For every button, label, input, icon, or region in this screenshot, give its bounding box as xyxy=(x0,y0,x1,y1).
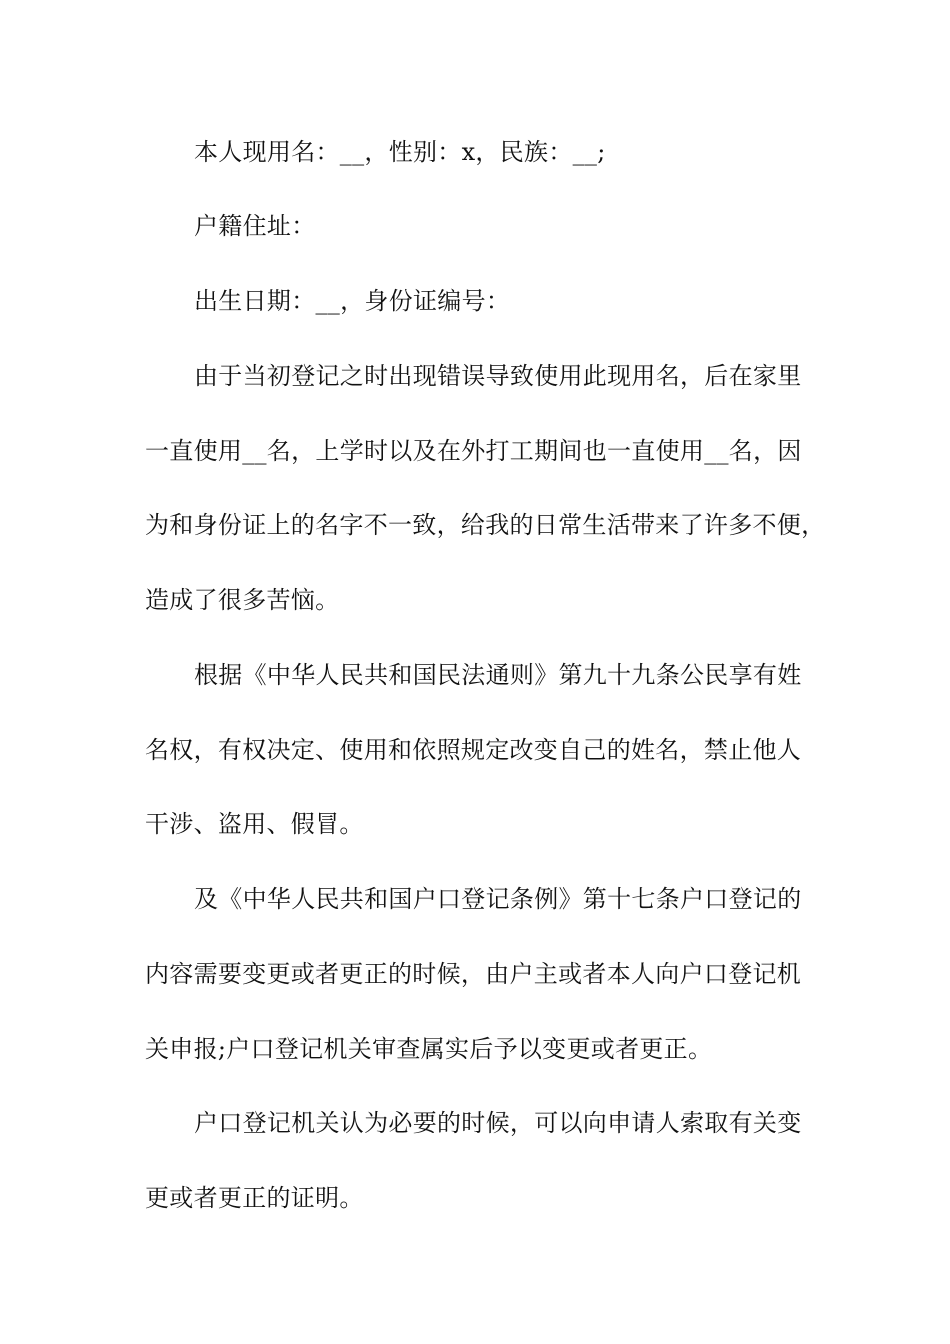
text-line-registration-2: 内容需要变更或者更正的时候，由户主或者本人向户口登记机 xyxy=(145,960,802,988)
text-line-address: 户籍住址： xyxy=(194,212,316,240)
text-line-birth-id: 出生日期：__，身份证编号： xyxy=(194,287,511,315)
text-line-reason-2: 一直使用__名，上学时以及在外打工期间也一直使用__名，因 xyxy=(145,437,802,465)
text-line-civil-law-1: 根据《中华人民共和国民法通则》第九十九条公民享有姓 xyxy=(194,661,802,689)
text-line-civil-law-3: 干涉、盗用、假冒。 xyxy=(145,810,364,838)
text-line-registration-3: 关申报;户口登记机关审查属实后予以变更或者更正。 xyxy=(145,1035,713,1063)
text-line-reason-3: 为和身份证上的名字不一致，给我的日常生活带来了许多不便， xyxy=(145,511,826,539)
text-line-personal-info: 本人现用名：__，性别：x，民族：__; xyxy=(194,138,606,166)
text-line-proof-1: 户口登记机关认为必要的时候，可以向申请人索取有关变 xyxy=(194,1109,802,1137)
text-line-registration-1: 及《中华人民共和国户口登记条例》第十七条户口登记的 xyxy=(194,885,802,913)
text-line-proof-2: 更或者更正的证明。 xyxy=(145,1184,364,1212)
text-line-civil-law-2: 名权，有权决定、使用和依照规定改变自己的姓名，禁止他人 xyxy=(145,736,802,764)
text-line-reason-1: 由于当初登记之时出现错误导致使用此现用名，后在家里 xyxy=(194,362,802,390)
text-line-reason-4: 造成了很多苦恼。 xyxy=(145,586,340,614)
